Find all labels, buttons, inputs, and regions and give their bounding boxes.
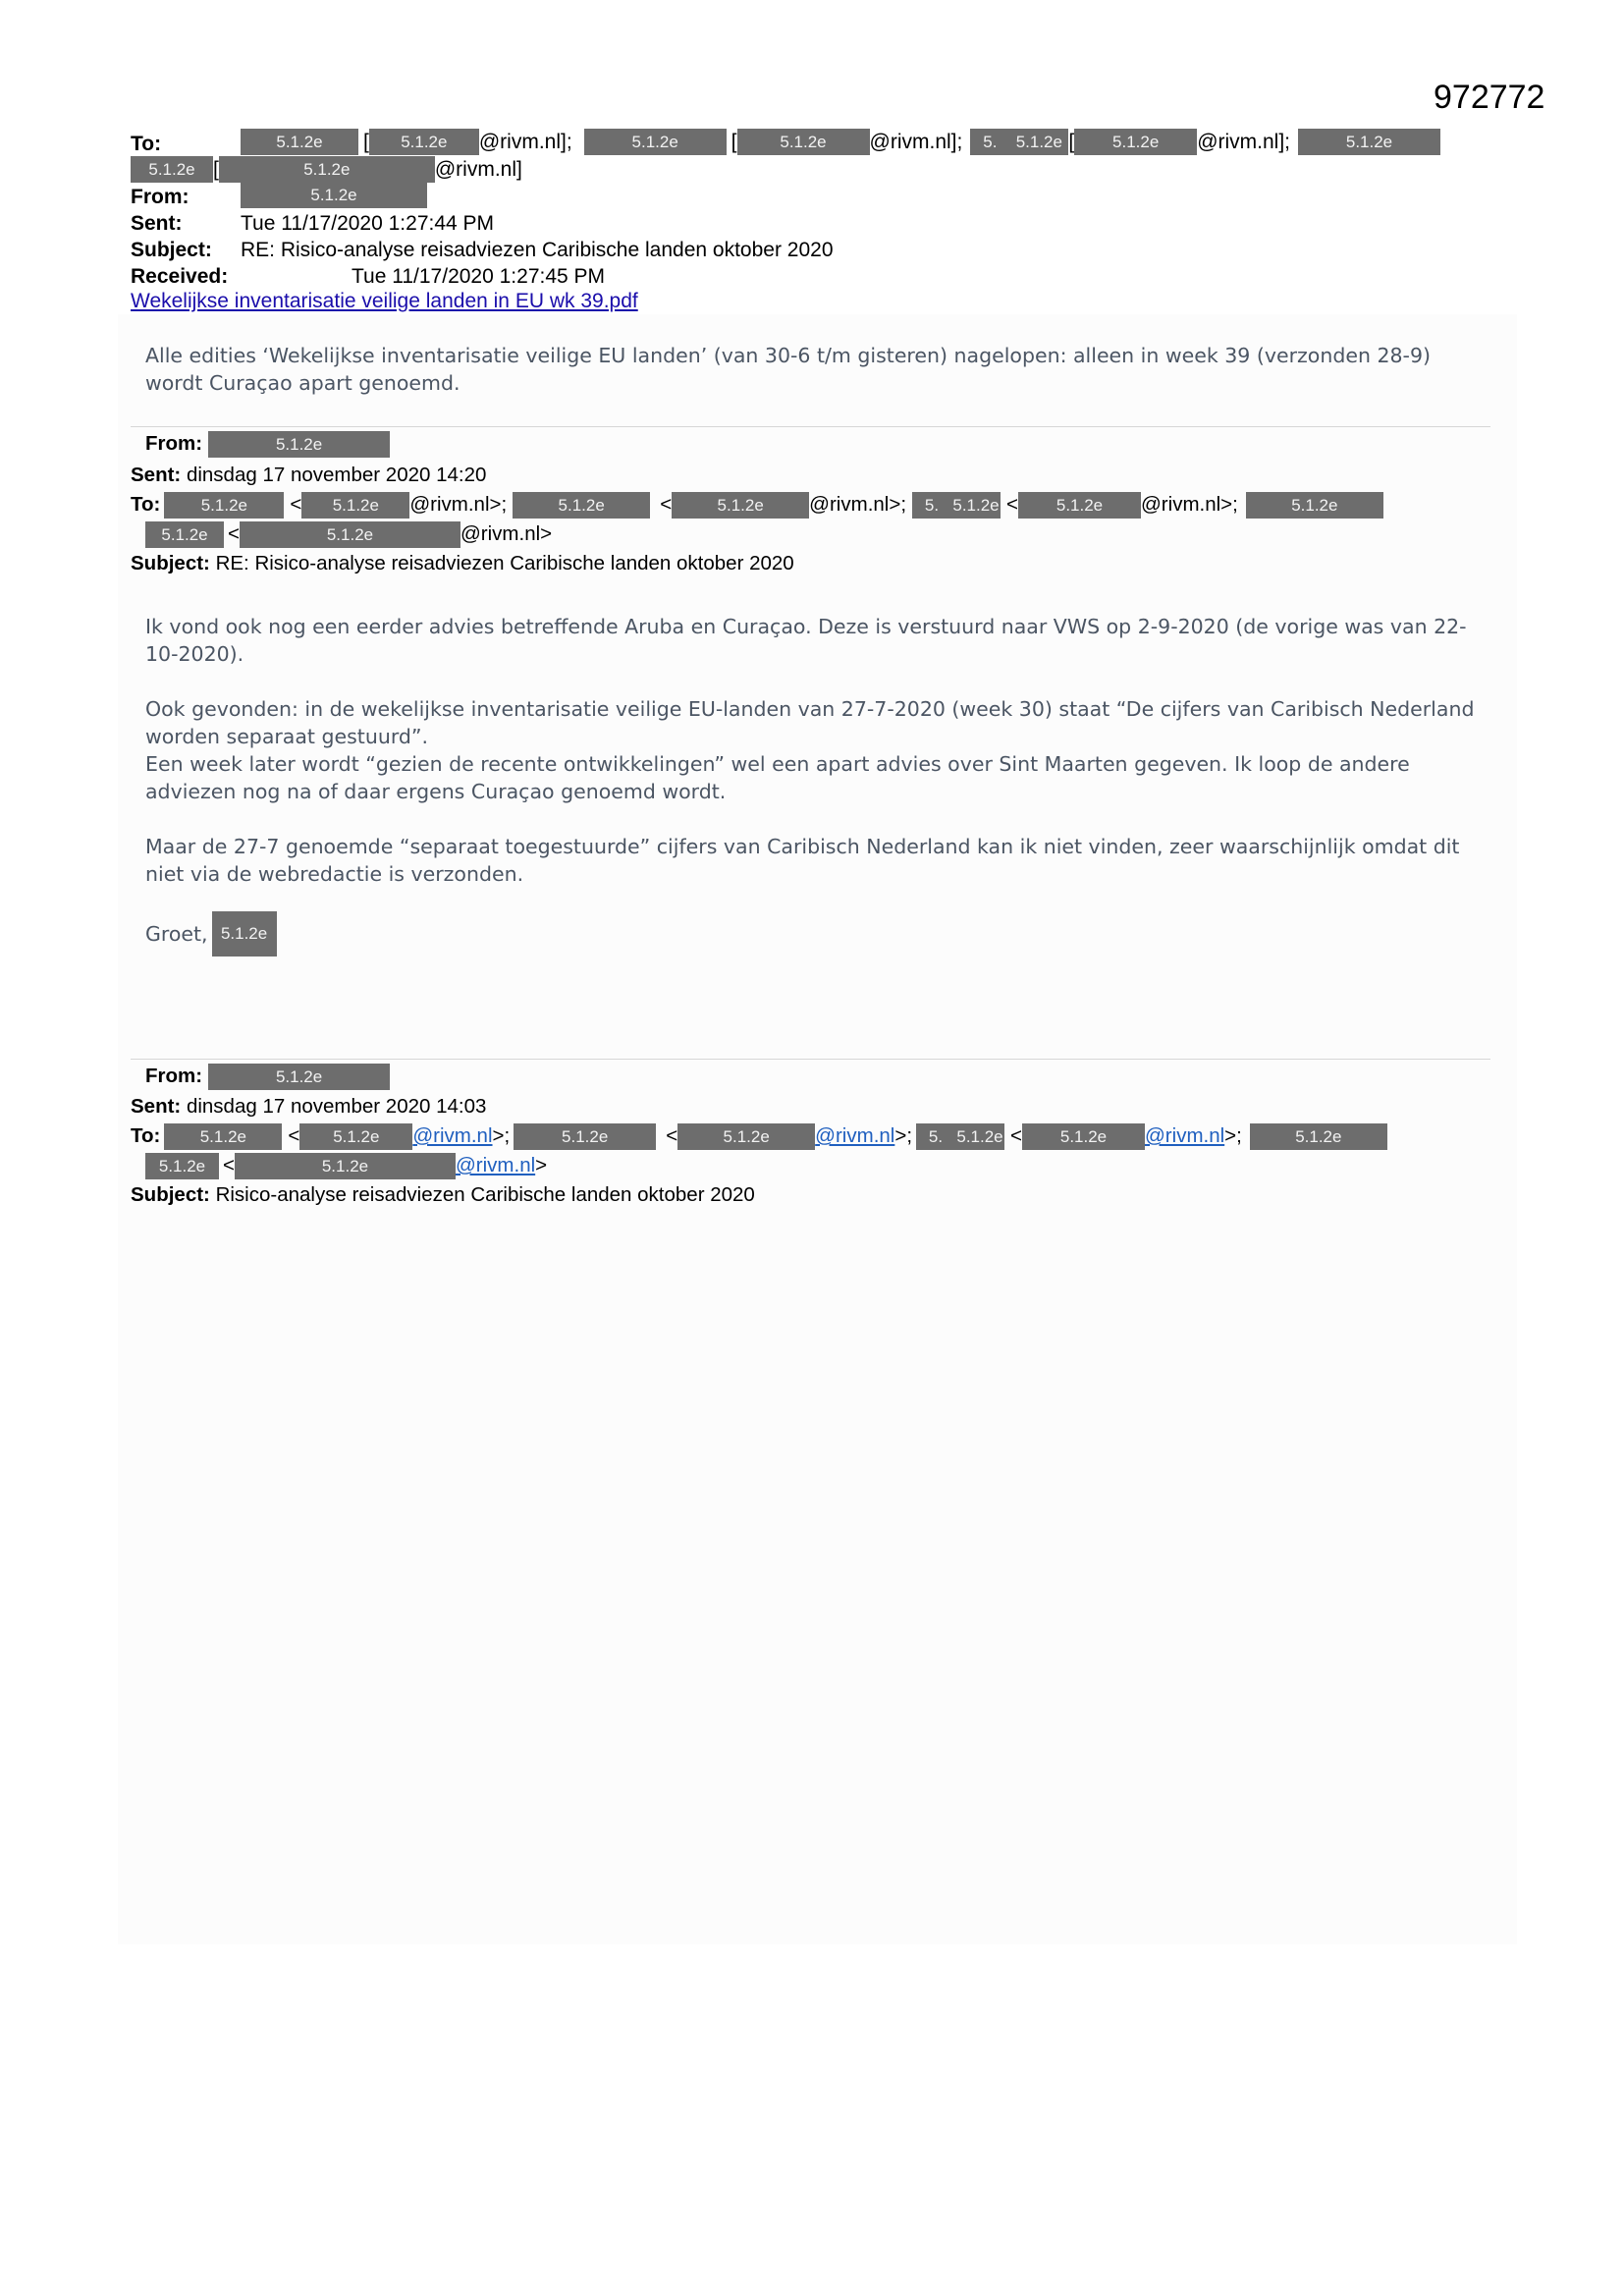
separator bbox=[131, 426, 1490, 427]
quote-2-from bbox=[145, 1063, 390, 1090]
redaction: 5.1.2e bbox=[737, 129, 870, 155]
angle-bracket-close: > bbox=[535, 1154, 548, 1176]
redaction: 5.1.2e bbox=[131, 156, 213, 183]
redaction: 5.1.2e bbox=[514, 1123, 656, 1150]
redaction: 5.1.2e bbox=[299, 1123, 412, 1150]
redaction: 5.1.2e bbox=[219, 156, 435, 183]
email-link[interactable]: @rivm.nl bbox=[1145, 1124, 1225, 1147]
received-label: Received: bbox=[131, 265, 229, 288]
angle-bracket: < bbox=[290, 493, 302, 516]
redaction: 5.1.2e bbox=[677, 1123, 815, 1150]
email-link[interactable]: @rivm.nl bbox=[412, 1124, 493, 1147]
angle-bracket: < bbox=[223, 1154, 235, 1176]
redaction: 5. bbox=[970, 129, 1009, 155]
quote-2-sent bbox=[131, 1093, 486, 1121]
message-1-text bbox=[145, 342, 1490, 397]
redaction: 5.1.2e bbox=[164, 492, 284, 519]
greeting: Groet, bbox=[145, 922, 208, 946]
recipient-domain: @rivm.nl]; bbox=[1197, 130, 1291, 153]
redaction: 5.1.2e bbox=[208, 431, 390, 458]
from-value bbox=[241, 182, 427, 208]
recipient-domain: @rivm.nl>; bbox=[409, 493, 508, 516]
quote-1-to-line-2 bbox=[145, 520, 552, 548]
subject-label: Subject: bbox=[131, 552, 210, 574]
received-value: Tue 11/17/2020 1:27:45 PM bbox=[352, 265, 606, 288]
from-label: From: bbox=[145, 432, 203, 455]
quote-2-to-line-1 bbox=[131, 1122, 1387, 1150]
sent-value: Tue 11/17/2020 1:27:44 PM bbox=[241, 212, 495, 235]
redaction: 5.1.2e bbox=[301, 492, 409, 519]
quote-1-to-line-1 bbox=[131, 491, 1383, 519]
attachment-link[interactable]: Wekelijkse inventarisatie veilige landen in EU wk 39.pdf bbox=[131, 290, 638, 312]
redaction: 5.1.2e bbox=[240, 521, 460, 548]
angle-bracket: < bbox=[1006, 493, 1018, 516]
recipient-domain: @rivm.nl>; bbox=[809, 493, 907, 516]
redaction: 5.1.2e bbox=[241, 129, 358, 155]
subject-value: Risico-analyse reisadviezen Caribische landen oktober 2020 bbox=[215, 1183, 755, 1206]
bracket-semicolon: >; bbox=[894, 1124, 913, 1147]
redaction: 5.1.2e bbox=[241, 182, 427, 208]
redaction: 5.1.2e bbox=[1246, 492, 1383, 519]
angle-bracket: < bbox=[1010, 1124, 1022, 1147]
to-label: To: bbox=[131, 493, 161, 516]
bracket: [ bbox=[363, 130, 369, 153]
redaction: 5.1.2e bbox=[164, 1123, 282, 1150]
message-2-paragraph-3: Maar de 27-7 genoemde “separaat toegestuurde” cijfers van Caribisch Nederland kan ik niet vinden, zeer waarschijnlijk omdat dit niet via de webredactie is verzonden. bbox=[145, 835, 1460, 886]
bracket: [ bbox=[1068, 130, 1075, 153]
redaction: 5.1.2e bbox=[1022, 1123, 1145, 1150]
subject-value: RE: Risico-analyse reisadviezen Caribische landen oktober 2020 bbox=[215, 552, 794, 574]
recipient-domain: @rivm.nl]; bbox=[478, 130, 572, 153]
sent-row bbox=[131, 210, 183, 237]
redaction: 5.1.2e bbox=[1009, 129, 1068, 155]
sent-label: Sent: bbox=[131, 464, 182, 486]
bracket-semicolon: >; bbox=[492, 1124, 511, 1147]
angle-bracket: < bbox=[228, 522, 240, 545]
angle-bracket: < bbox=[288, 1124, 300, 1147]
redaction: 5.1.2e bbox=[208, 1064, 390, 1090]
angle-bracket: < bbox=[666, 1124, 678, 1147]
bracket: [ bbox=[213, 157, 219, 181]
redaction: 5.1.2e bbox=[1074, 129, 1197, 155]
quote-2-to-line-2 bbox=[145, 1152, 547, 1179]
redaction: 5.1.2e bbox=[235, 1153, 456, 1179]
recipient-domain: @rivm.nl>; bbox=[1141, 493, 1238, 516]
email-link[interactable]: @rivm.nl bbox=[815, 1124, 895, 1147]
sent-label: Sent: bbox=[131, 1095, 182, 1118]
message-2-paragraph-1: Ik vond ook nog een eerder advies betreffende Aruba en Curaçao. Deze is verstuurd naar VWS op 2-9-2020 (de vorige was van 22-10-2020). bbox=[145, 615, 1467, 666]
redaction: 5.1.2e bbox=[513, 492, 650, 519]
redaction: 5.1.2e bbox=[145, 521, 224, 548]
redaction: 5.1.2e bbox=[1250, 1123, 1387, 1150]
quote-2-subject bbox=[131, 1181, 755, 1209]
recipient-domain: @rivm.nl> bbox=[460, 522, 553, 545]
to-label: To: bbox=[131, 1124, 161, 1147]
quote-1-sent bbox=[131, 462, 486, 489]
email-link[interactable]: @rivm.nl bbox=[455, 1154, 536, 1176]
message-1-paragraph: Alle edities ‘Wekelijkse inventarisatie veilige EU landen’ (van 30-6 t/m gisteren) nagelopen: alleen in week 39 (verzonden 28-9) wordt Curaçao apart genoemd. bbox=[145, 344, 1431, 395]
redaction: 5. bbox=[912, 492, 951, 519]
sent-value: dinsdag 17 november 2020 14:03 bbox=[186, 1095, 487, 1118]
document-number: 972772 bbox=[1434, 79, 1545, 116]
quote-1-from bbox=[145, 430, 390, 458]
recipient-domain: @rivm.nl]; bbox=[869, 130, 963, 153]
angle-bracket: < bbox=[660, 493, 673, 516]
subject-label: Subject: bbox=[131, 1183, 210, 1206]
bracket: [ bbox=[731, 130, 737, 153]
redaction: 5.1.2e bbox=[672, 492, 809, 519]
message-2-paragraph-2b: Een week later wordt “gezien de recente ontwikkelingen” wel een apart advies over Sint Maarten gegeven. Ik loop de andere adviezen nog na of daar ergens Curaçao genoemd wordt. bbox=[145, 752, 1410, 803]
to-recipients-line-1 bbox=[241, 129, 1440, 155]
to-label: To: bbox=[131, 133, 162, 155]
redaction: 5.1.2e bbox=[584, 129, 727, 155]
separator bbox=[131, 1059, 1490, 1060]
redaction: 5.1.2e bbox=[1018, 492, 1141, 519]
recipient-domain: @rivm.nl] bbox=[434, 157, 522, 181]
redaction: 5.1.2e bbox=[145, 1153, 219, 1179]
sent-label: Sent: bbox=[131, 212, 183, 235]
redaction: 5.1.2e bbox=[955, 1123, 1004, 1150]
from-label: From: bbox=[131, 186, 189, 208]
bracket-semicolon: >; bbox=[1224, 1124, 1242, 1147]
redaction: 5.1.2e bbox=[1298, 129, 1440, 155]
message-2-paragraph-2a: Ook gevonden: in de wekelijkse inventarisatie veilige EU-landen van 27-7-2020 (week 30) staat “De cijfers van Caribisch Nederland worden separaat gestuurd”. bbox=[145, 697, 1475, 748]
message-2-text bbox=[145, 613, 1490, 888]
redaction: 5. bbox=[916, 1123, 955, 1150]
subject-label: Subject: bbox=[131, 239, 212, 261]
greeting-line bbox=[145, 911, 277, 957]
sent-value: dinsdag 17 november 2020 14:20 bbox=[186, 464, 487, 486]
quote-1-subject bbox=[131, 550, 794, 577]
redaction: 5.1.2e bbox=[212, 911, 277, 957]
redaction: 5.1.2e bbox=[951, 492, 1001, 519]
from-label: From: bbox=[145, 1065, 203, 1087]
to-recipients-line-2 bbox=[131, 156, 522, 183]
redaction: 5.1.2e bbox=[369, 129, 479, 155]
subject-value: RE: Risico-analyse reisadviezen Caribische landen oktober 2020 bbox=[241, 239, 834, 261]
